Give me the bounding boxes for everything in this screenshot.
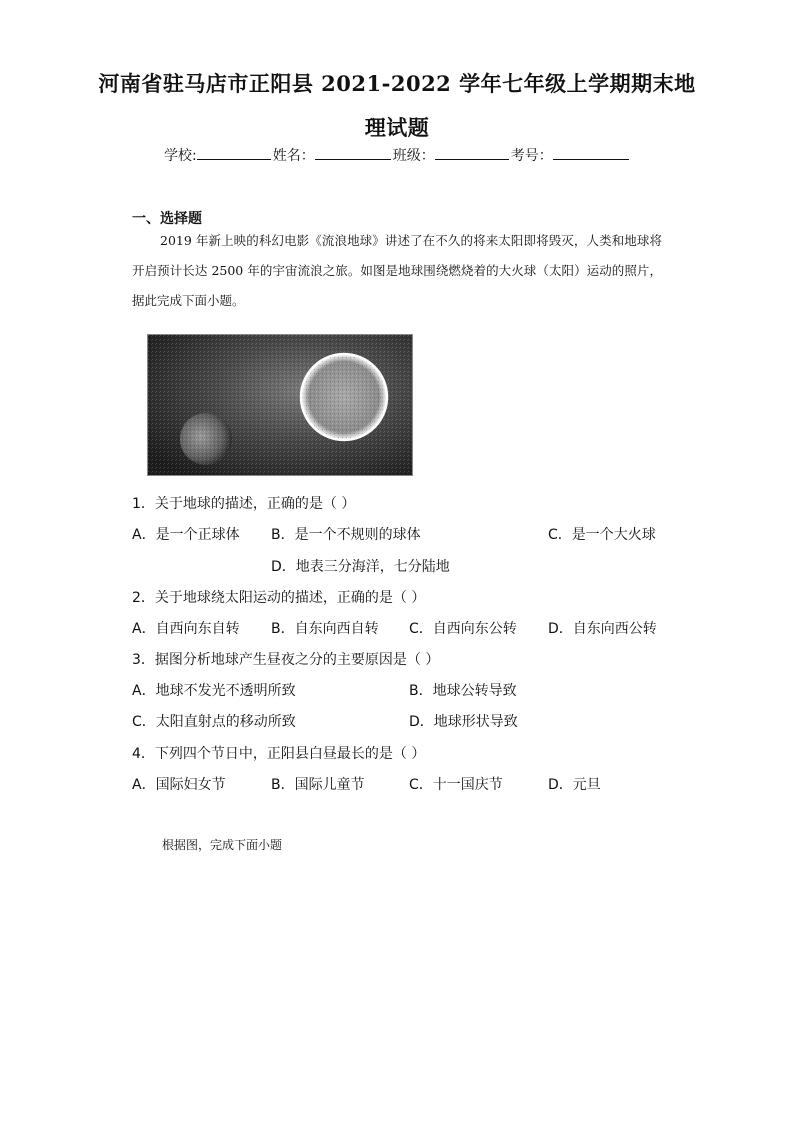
class-blank <box>435 145 509 160</box>
exam-number-label: 考号： <box>510 148 553 164</box>
next-question-instruction: 根据图，完成下面小题 <box>162 838 283 852</box>
exam-title-line-1: 河南省驻马店市正阳县 2021-2022 学年七年级上学期期末地 <box>98 71 696 96</box>
question-2-option-c[interactable]: C．自西向东公转 <box>409 621 517 637</box>
question-2-option-a[interactable]: A．自西向东自转 <box>132 621 240 637</box>
school-blank <box>197 145 271 160</box>
student-info-row <box>164 145 631 165</box>
question-4-stem: 4．下列四个节日中，正阳县白昼最长的是（ ） <box>132 746 426 762</box>
question-1-stem: 1．关于地球的描述，正确的是（ ） <box>132 496 356 512</box>
school-label: 学校: <box>164 148 197 164</box>
name-label: 姓名： <box>272 148 315 164</box>
exam-title-line-2: 理试题 <box>364 115 430 140</box>
question-4-option-d[interactable]: D．元旦 <box>548 777 601 793</box>
question-4-option-a[interactable]: A．国际妇女节 <box>132 777 226 793</box>
question-1-option-a[interactable]: A．是一个正球体 <box>132 527 240 543</box>
question-2-option-d[interactable]: D．自东向西公转 <box>548 621 657 637</box>
question-3-stem: 3．据图分析地球产生昼夜之分的主要原因是（ ） <box>132 652 440 668</box>
question-1-option-b[interactable]: B．是一个不规则的球体 <box>271 527 421 543</box>
class-label: 班级： <box>392 148 435 164</box>
section-heading: 一、选择题 <box>132 211 202 227</box>
exam-number-blank <box>553 145 629 160</box>
question-1-option-c[interactable]: C．是一个大火球 <box>548 527 656 543</box>
question-3-option-c[interactable]: C．太阳直射点的移动所致 <box>132 714 296 730</box>
question-2-option-b[interactable]: B．自东向西自转 <box>271 621 379 637</box>
question-2-stem: 2．关于地球绕太阳运动的描述，正确的是（ ） <box>132 590 426 606</box>
question-3-option-a[interactable]: A．地球不发光不透明所致 <box>132 683 296 699</box>
earth-sun-photo <box>147 334 413 476</box>
question-1-option-d[interactable]: D．地表三分海洋，七分陆地 <box>271 559 450 575</box>
question-4-option-b[interactable]: B．国际儿童节 <box>271 777 365 793</box>
question-4-option-c[interactable]: C．十一国庆节 <box>409 777 503 793</box>
intro-paragraph: 2019 年新上映的科幻电影《流浪地球》讲述了在不久的将来太阳即将毁灭，人类和地球将开启预计长达 2500 年的宇宙流浪之旅。如图是地球围绕燃烧着的大火球（太阳）运动的照片，据此完成下面小题。 <box>132 233 662 308</box>
question-3-option-d[interactable]: D．地球形状导致 <box>409 714 518 730</box>
name-blank <box>315 145 391 160</box>
question-3-option-b[interactable]: B．地球公转导致 <box>409 683 517 699</box>
